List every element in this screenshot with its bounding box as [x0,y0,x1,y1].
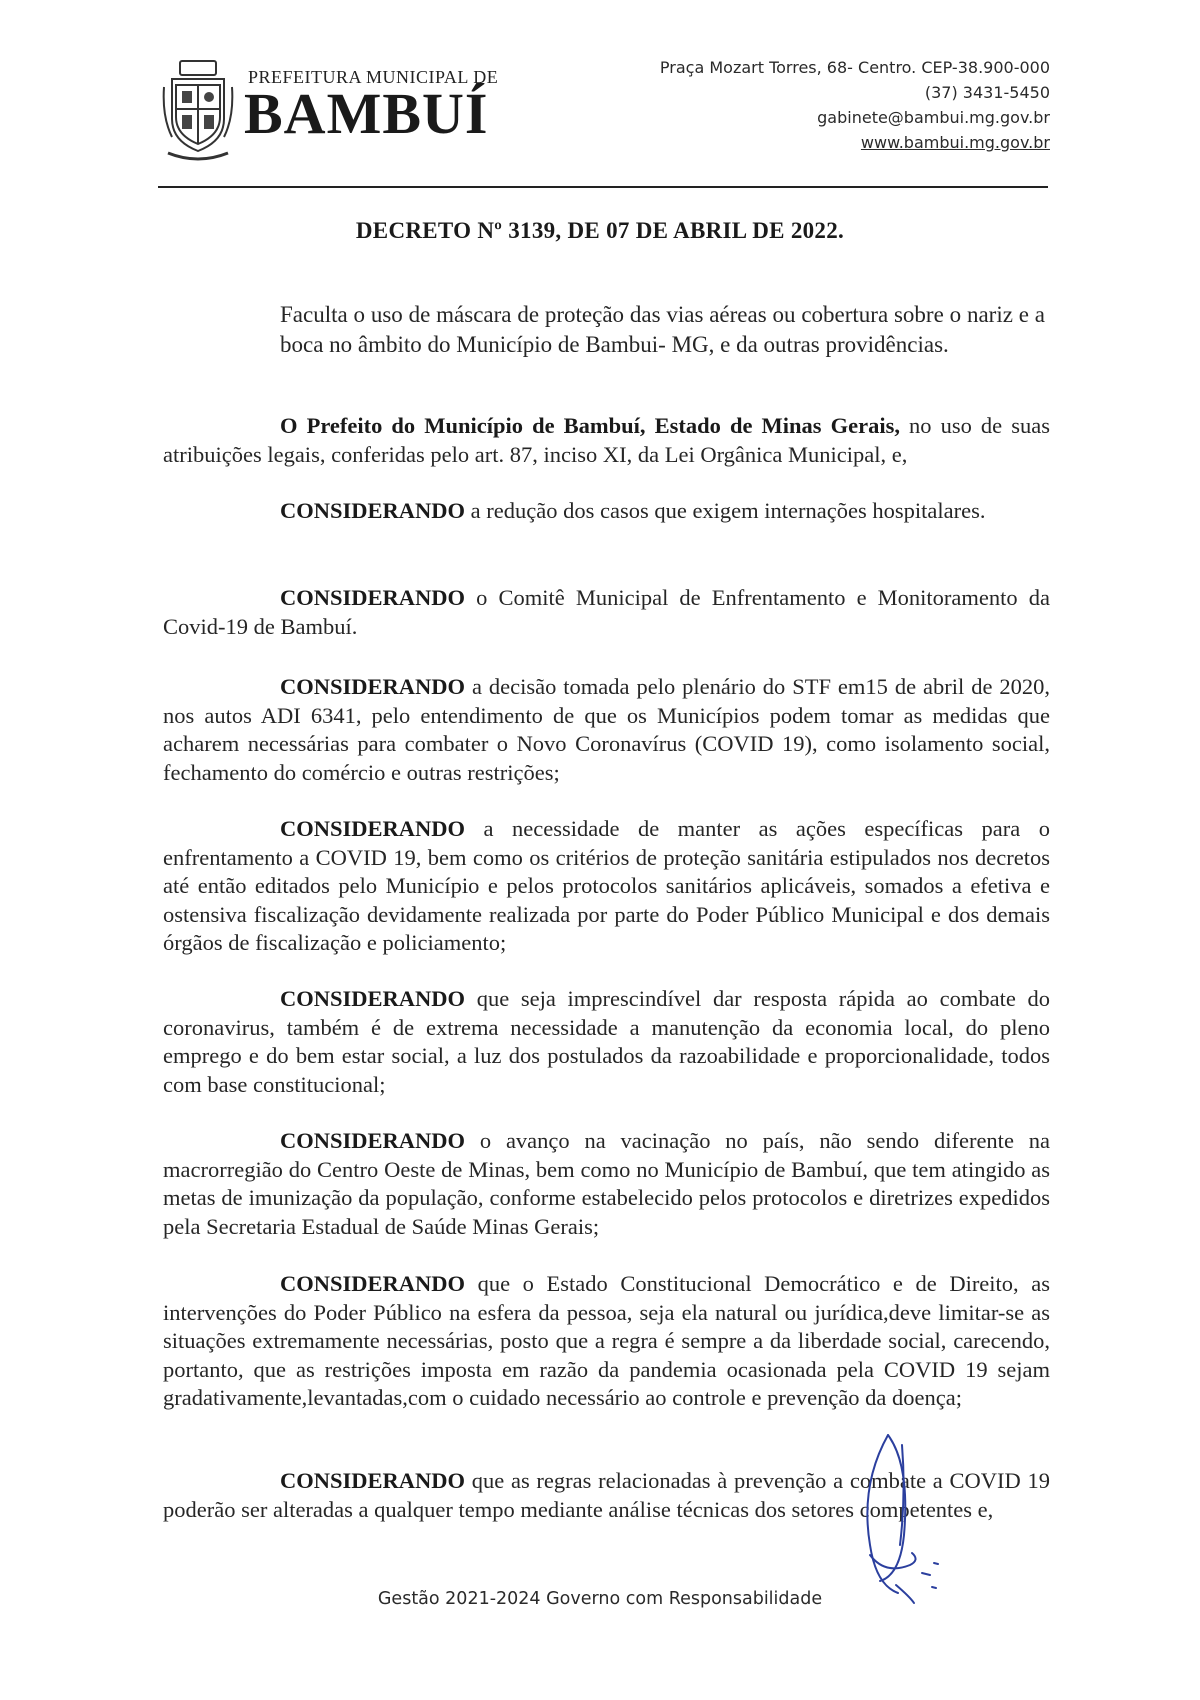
municipality-name: BAMBUÍ [244,81,489,146]
considerando-text: a decisão tomada pelo plenário do STF em15 de abril de 2020, nos autos ADI 6341, pelo entendimento de que os Municípios podem tomar as medidas que acharem necessárias para combater o Novo Coronavírus (COVID 19), como isolamento social, fechamento do comércio e outras restrições; [163,674,1050,785]
preamble-bold: O Prefeito do Município de Bambuí, Estado de Minas Gerais, [280,413,900,438]
preamble [163,412,1050,469]
brand-subtitle: PREFEITURA MUNICIPAL DE [248,67,499,87]
preamble-text: no uso de suas atribuições legais, conferidas pelo art. 87, inciso XI, da Lei Orgânica Municipal, e, [163,413,1050,467]
considerando-label: CONSIDERANDO [280,1468,466,1493]
email-text: gabinete@bambui.mg.gov.br [817,108,1050,127]
considerando-text: que seja imprescindível dar resposta rápida ao combate do coronavirus, também é de extrema necessidade a manutenção da economia local, do pleno emprego e do bem estar social, a luz dos postulados da razoabilidade e proporcionalidade, todos com base constitucional; [163,986,1050,1097]
website-link[interactable]: www.bambui.mg.gov.br [860,133,1050,152]
considerando-7 [163,1270,1050,1413]
header-divider [158,186,1048,188]
considerando-label: CONSIDERANDO [280,585,466,610]
considerando-label: CONSIDERANDO [280,674,466,699]
considerando-3 [163,673,1050,787]
municipal-coat-of-arms-icon [160,57,236,161]
considerando-text: o Comitê Municipal de Enfrentamento e Monitoramento da Covid-19 de Bambuí. [163,585,1050,639]
considerando-label: CONSIDERANDO [280,1271,466,1296]
letterhead [160,55,1050,165]
decree-title: DECRETO Nº 3139, DE 07 DE ABRIL DE 2022. [355,218,845,243]
considerando-4 [163,815,1050,958]
considerando-text: o avanço na vacinação no país, não sendo diferente na macrorregião do Centro Oeste de Minas, bem como no Município de Bambuí, que tem atingido as metas de imunização da população, conforme estabelecido pelos protocolos e diretrizes expedidos pela Secretaria Estadual de Saúde Minas Gerais; [163,1128,1050,1239]
considerando-6 [163,1127,1050,1241]
considerando-text: a necessidade de manter as ações específicas para o enfrentamento a COVID 19, bem como os critérios de proteção sanitária estipulados nos decretos até então editados pelo Município e pelos protocolos sanitários aplicáveis, somados a efetiva e ostensiva fiscalização devidamente realizada por parte do Poder Público Municipal e dos demais órgãos de fiscalização e policiamento; [163,816,1050,955]
contact-block [660,55,1050,155]
considerando-label: CONSIDERANDO [280,498,466,523]
considerando-label: CONSIDERANDO [280,986,466,1011]
considerando-text: que as regras relacionadas à prevenção a combate a COVID 19 poderão ser alteradas a qualquer tempo mediante análise técnicas dos setores competentes e, [163,1468,1050,1522]
address-text: Praça Mozart Torres, 68- Centro. CEP-38.900-000 [659,58,1050,77]
decree-summary: Faculta o uso de máscara de proteção das vias aéreas ou cobertura sobre o nariz e a boca no âmbito do Município de Bambui- MG, e da outras providências. [280,302,1045,357]
footer-slogan: Gestão 2021-2024 Governo com Responsabilidade [377,1589,823,1609]
considerando-label: CONSIDERANDO [280,1128,466,1153]
considerando-1 [163,497,1050,526]
considerando-label: CONSIDERANDO [280,816,466,841]
considerando-text: a redução dos casos que exigem internações hospitalares. [465,498,986,523]
considerando-2 [163,584,1050,641]
signature-icon [840,1425,960,1605]
phone-text: (37) 3431-5450 [924,83,1050,102]
considerando-text: que o Estado Constitucional Democrático e de Direito, as intervenções do Poder Público na esfera da pessoa, seja ela natural ou jurídica,deve limitar-se as situações extremamente necessárias, posto que a regra é sempre a da liberdade social, carecendo, portanto, que as restrições imposta em razão da pandemia ocasionada pela COVID 19 sejam gradativamente,levantadas,com o cuidado necessário ao controle e prevenção da doença; [163,1271,1050,1410]
considerando-5 [163,985,1050,1099]
